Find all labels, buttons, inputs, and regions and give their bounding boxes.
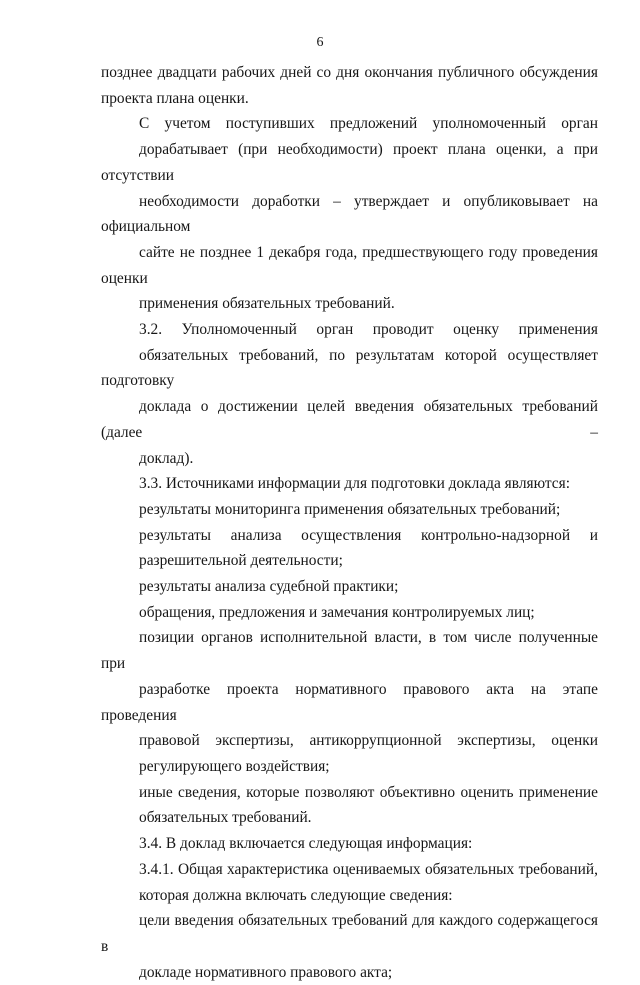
text-line: необходимости доработки – утверждает и опубликовывает на официальном (101, 192, 598, 236)
text-line: обязательных требований, по результатам которой осуществляет подготовку (101, 346, 598, 390)
text-line: 3.2. Уполномоченный орган проводит оценку применения (139, 321, 598, 339)
text-line: результаты анализа судебной практики; (139, 578, 399, 596)
paragraph (101, 780, 598, 831)
text-line: результаты мониторинга применения обязательных требований; (139, 500, 561, 518)
paragraph (101, 317, 598, 471)
text-line: дорабатывает (при необходимости) проект плана оценки, а при отсутствии (101, 141, 598, 184)
text-line: проекта плана оценки. (101, 89, 249, 107)
paragraph (101, 574, 598, 600)
text-line: которая должна включать следующие сведения: (139, 886, 453, 904)
text-line: 3.4. В доклад включается следующая информация: (139, 835, 473, 853)
text-line: результаты анализа осуществления контрольно-надзорной и (139, 526, 598, 544)
paragraph (101, 600, 598, 626)
paragraph (101, 111, 598, 317)
text-line: иные сведения, которые позволяют объективно оценить применение (139, 783, 598, 801)
text-line: регулирующего воздействия; (139, 757, 330, 775)
text-line: применения обязательных требований. (139, 295, 395, 313)
page-number: 6 (316, 35, 324, 50)
text-line: С учетом поступивших предложений уполномоченный орган (139, 115, 598, 133)
paragraph (101, 497, 598, 523)
document-body (101, 60, 598, 985)
text-line: доклада о достижении целей введения обязательных требований (далее – (101, 398, 598, 441)
paragraph (101, 523, 598, 574)
text-line: обращения, предложения и замечания контролируемых лиц; (139, 603, 535, 621)
text-line: 3.4.1. Общая характеристика оцениваемых обязательных требований, (139, 860, 598, 878)
text-line: разрешительной деятельности; (139, 552, 343, 570)
text-line: разработке проекта нормативного правового акта на этапе проведения (101, 680, 598, 724)
text-line: правовой экспертизы, антикоррупционной экспертизы, оценки (139, 732, 598, 750)
text-line: цели введения обязательных требований для каждого содержащегося в (101, 912, 598, 955)
paragraph (101, 625, 598, 779)
paragraph (101, 831, 598, 857)
text-line: позднее двадцати рабочих дней со дня окончания публичного обсуждения (101, 64, 598, 81)
paragraph (101, 857, 598, 908)
paragraph (101, 471, 598, 497)
text-line: докладе нормативного правового акта; (139, 963, 393, 981)
text-line: позиции органов исполнительной власти, в том числе полученные при (101, 629, 598, 673)
paragraph (101, 60, 598, 111)
text-line: обязательных требований. (139, 809, 312, 827)
text-line: сайте не позднее 1 декабря года, предшествующего году проведения оценки (101, 243, 598, 287)
text-line: 3.3. Источниками информации для подготовки доклада являются: (139, 475, 570, 493)
paragraph (101, 908, 598, 985)
text-line: доклад). (139, 449, 194, 467)
